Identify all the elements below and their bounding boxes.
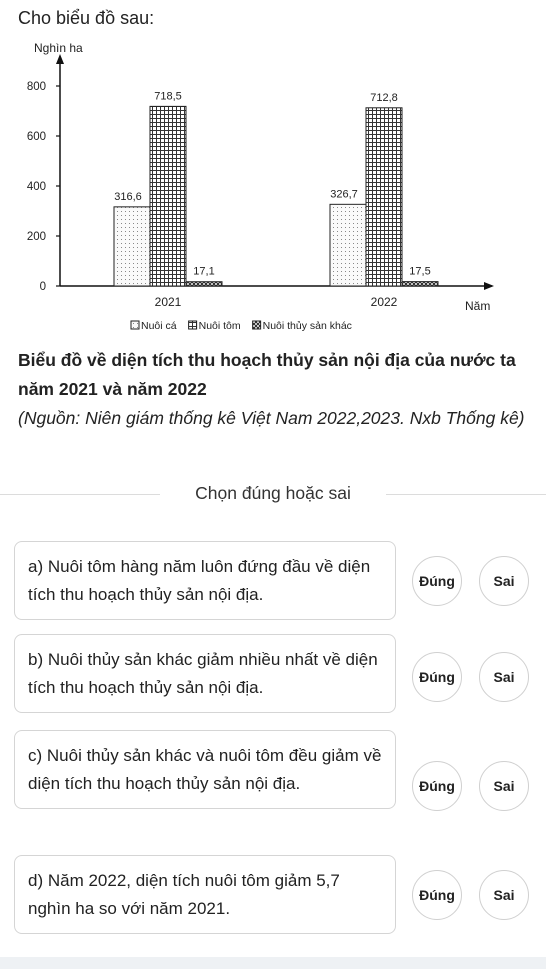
question-c-text: c) Nuôi thủy sản khác và nuôi tôm đều giảm về diện tích thu hoạch thủy sản nội địa.	[28, 746, 382, 793]
bar	[186, 282, 222, 286]
section-title: Chọn đúng hoặc sai	[195, 483, 351, 503]
y-tick-label: 200	[26, 231, 46, 243]
question-c-true-button[interactable]: Đúng	[412, 761, 462, 811]
bar	[150, 106, 186, 286]
legend-label: Nuôi tôm	[198, 320, 241, 332]
data-label: 326,7	[330, 188, 358, 201]
divider-right	[386, 494, 546, 495]
y-tick-label: 800	[26, 81, 46, 93]
y-tick-label: 0	[39, 281, 46, 293]
legend-swatch	[131, 321, 139, 329]
question-d-true-button[interactable]: Đúng	[412, 870, 462, 920]
x-tick-label: 2021	[154, 295, 182, 309]
bar	[114, 207, 150, 286]
y-tick-label: 600	[26, 131, 46, 143]
legend-swatch	[253, 321, 261, 329]
y-axis-arrow	[56, 54, 64, 64]
question-a-card	[14, 541, 396, 620]
question-d-text: d) Năm 2022, diện tích nuôi tôm giảm 5,7 nghìn ha so với năm 2021.	[28, 871, 340, 918]
chart-caption: Biểu đồ về diện tích thu hoạch thủy sản nội địa của nước ta năm 2021 và năm 2022	[18, 350, 516, 399]
bar-chart	[0, 34, 546, 344]
question-d-false-button[interactable]: Sai	[479, 870, 529, 920]
data-label: 718,5	[154, 90, 182, 103]
question-b-text: b) Nuôi thủy sản khác giảm nhiều nhất về diện tích thu hoạch thủy sản nội địa.	[28, 650, 378, 697]
y-tick-label: 400	[26, 181, 46, 193]
bar	[402, 282, 438, 286]
x-axis-unit-label: Năm	[465, 299, 491, 313]
legend-label: Nuôi thủy sản khác	[262, 320, 352, 332]
question-d-card	[14, 855, 396, 934]
x-tick-label: 2022	[370, 295, 398, 309]
bar	[366, 108, 402, 286]
question-b-true-button[interactable]: Đúng	[412, 652, 462, 702]
legend-label: Nuôi cá	[141, 320, 177, 332]
legend-swatch	[189, 321, 197, 329]
intro-text: Cho biểu đồ sau:	[18, 8, 155, 28]
question-a-true-button[interactable]: Đúng	[412, 556, 462, 606]
question-b-card	[14, 634, 396, 713]
y-axis-unit-label: Nghìn ha	[34, 41, 83, 55]
question-a-false-button[interactable]: Sai	[479, 556, 529, 606]
bottom-strip	[0, 957, 546, 969]
chart-source: (Nguồn: Niên giám thống kê Việt Nam 2022,2023. Nxb Thống kê)	[18, 408, 525, 428]
data-label: 17,1	[193, 265, 215, 278]
question-b-false-button[interactable]: Sai	[479, 652, 529, 702]
question-c-card	[14, 730, 396, 809]
bar	[330, 204, 366, 286]
data-label: 316,6	[114, 190, 142, 203]
data-label: 17,5	[409, 265, 431, 278]
question-c-false-button[interactable]: Sai	[479, 761, 529, 811]
x-axis-arrow	[484, 282, 494, 290]
question-a-text: a) Nuôi tôm hàng năm luôn đứng đầu về diện tích thu hoạch thủy sản nội địa.	[28, 557, 371, 604]
data-label: 712,8	[370, 91, 398, 104]
